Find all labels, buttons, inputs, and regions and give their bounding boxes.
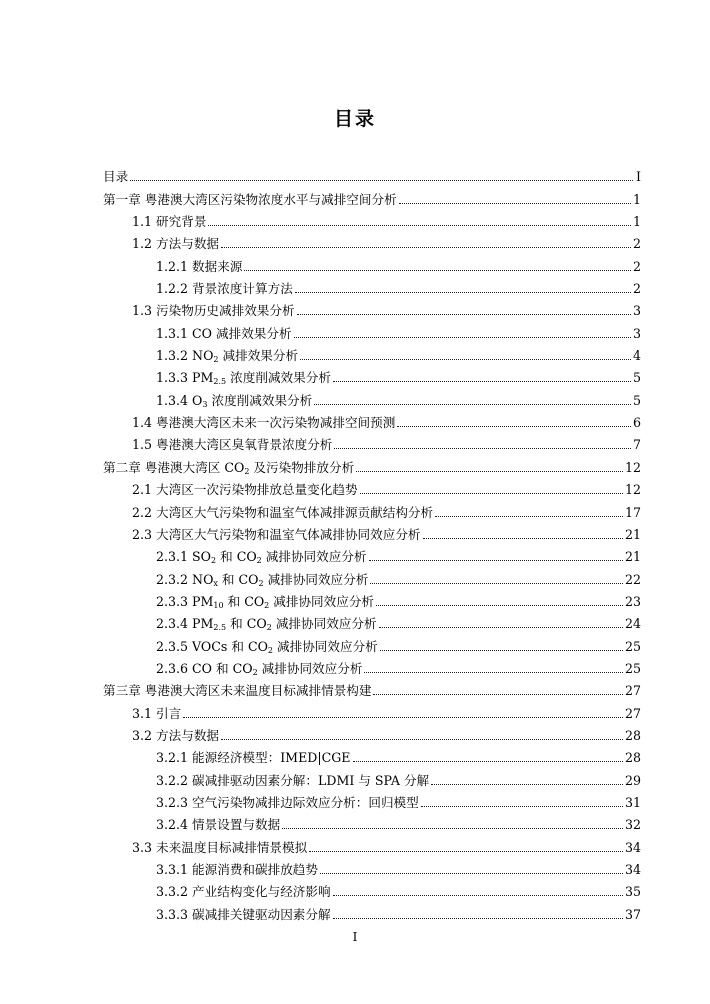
toc-entry-label: 2.3 大湾区大气污染物和温室气体减排协同效应分析 [132, 526, 421, 542]
toc-entry-label: 1.2.2 背景浓度计算方法 [156, 281, 293, 297]
dot-leader [208, 225, 631, 226]
toc-entry-page: 3 [632, 303, 641, 319]
toc-entry[interactable] [103, 521, 641, 543]
toc-entry[interactable] [103, 208, 641, 230]
dot-leader [244, 270, 631, 271]
toc-entry[interactable] [103, 364, 641, 386]
dot-leader [431, 784, 623, 785]
page-number: I [352, 930, 358, 944]
toc-entry-label: 3.2.4 情景设置与数据 [156, 817, 281, 833]
toc-entry-page: 2 [632, 281, 641, 297]
dot-leader [360, 493, 623, 494]
toc-entry-label: 3.2.3 空气污染物减排边际效应分析：回归模型 [156, 794, 419, 810]
toc-entry[interactable] [103, 811, 641, 833]
toc-entry[interactable] [103, 878, 641, 900]
toc-entry-label: 1.2 方法与数据 [132, 236, 220, 252]
toc-entry-page: 21 [624, 549, 641, 565]
table-of-contents [103, 163, 641, 923]
toc-entry-page: 5 [632, 392, 641, 408]
toc-entry-page: 2 [632, 258, 641, 274]
toc-entry-page: 27 [624, 683, 641, 699]
toc-entry[interactable] [103, 453, 641, 475]
toc-entry[interactable] [103, 744, 641, 766]
toc-entry-label: 1.1 研究背景 [132, 214, 207, 230]
toc-entry-page: 32 [624, 817, 641, 833]
dot-leader [421, 806, 623, 807]
toc-entry[interactable] [103, 252, 641, 274]
toc-entry-label: 1.5 粤港澳大湾区臭氧背景浓度分析 [132, 437, 333, 453]
toc-entry-page: 35 [624, 884, 641, 900]
toc-entry-label: 1.3.1 CO 减排效果分析 [156, 325, 292, 341]
toc-entry-label: 1.2.1 数据来源 [156, 258, 243, 274]
toc-entry-label: 2.1 大湾区一次污染物排放总量变化趋势 [132, 482, 358, 498]
dot-leader [333, 895, 623, 896]
dot-leader [282, 828, 623, 829]
toc-entry-label: 2.3.6 CO 和 $CO_2$ 减排协同效应分析 [156, 660, 363, 677]
dot-leader [334, 448, 631, 449]
dot-leader [379, 627, 623, 628]
toc-entry[interactable] [103, 833, 641, 855]
toc-entry-page: 12 [624, 482, 641, 498]
toc-entry-page: 25 [624, 638, 641, 654]
toc-entry-label: 2.2 大湾区大气污染物和温室气体减排源贡献结构分析 [132, 504, 434, 520]
toc-entry-page: 1 [632, 191, 641, 207]
dot-leader [380, 650, 623, 651]
toc-entry-page: 5 [632, 370, 641, 386]
dot-leader [370, 583, 623, 584]
toc-entry-label: 1.3 污染物历史减排效果分析 [132, 303, 295, 319]
toc-entry-label: 3.3.2 产业结构变化与经济影响 [156, 884, 331, 900]
dot-leader [130, 180, 633, 181]
toc-entry[interactable] [103, 297, 641, 319]
page-title: 目录 [333, 108, 376, 130]
toc-entry-page: 7 [632, 437, 641, 453]
toc-entry[interactable] [103, 319, 641, 341]
toc-entry-page: 6 [632, 415, 641, 431]
toc-entry[interactable] [103, 275, 641, 297]
dot-leader [353, 761, 623, 762]
toc-entry-label: 第三章 粤港澳大湾区未来温度目标减排情景构建 [103, 683, 372, 699]
toc-entry-page: 23 [624, 593, 641, 609]
toc-entry[interactable] [103, 856, 641, 878]
toc-entry[interactable] [103, 722, 641, 744]
toc-entry-label: 2.3.4 $PM_{2.5}$ 和 $CO_2$ 减排协同效应分析 [156, 616, 377, 633]
toc-entry-page: 2 [632, 236, 641, 252]
toc-entry-page: 37 [624, 906, 641, 922]
toc-entry[interactable] [103, 655, 641, 677]
dot-leader [221, 247, 631, 248]
toc-entry[interactable] [103, 386, 641, 408]
toc-entry[interactable] [103, 230, 641, 252]
toc-entry-label: 3.2.1 能源经济模型：IMED|CGE [156, 750, 351, 766]
toc-entry-page: 17 [624, 504, 641, 520]
dot-leader [320, 873, 623, 874]
toc-entry-page: 21 [624, 526, 641, 542]
toc-entry[interactable] [103, 565, 641, 587]
toc-entry-label: 2.3.2 $NO_x$ 和 $CO_2$ 减排协同效应分析 [156, 571, 369, 588]
toc-entry[interactable] [103, 409, 641, 431]
toc-entry-page: 34 [624, 862, 641, 877]
toc-entry[interactable] [103, 610, 641, 632]
toc-entry[interactable] [103, 677, 641, 699]
toc-entry[interactable] [103, 543, 641, 565]
toc-entry-label: 1.3.4 $O_3$ 浓度削减效果分析 [156, 392, 313, 409]
toc-entry[interactable] [103, 498, 641, 520]
dot-leader [221, 739, 623, 740]
toc-entry-label: 3.3.1 能源消费和碳排放趋势 [156, 862, 318, 877]
toc-entry-page: 28 [624, 750, 641, 766]
dot-leader [333, 918, 623, 919]
toc-entry[interactable] [103, 900, 641, 922]
dot-leader [423, 538, 623, 539]
toc-entry-label: 目录 [103, 169, 129, 185]
dot-leader [399, 203, 631, 204]
toc-entry-label: 3.3 未来温度目标减排情景模拟 [132, 839, 308, 855]
dot-leader [369, 560, 623, 561]
toc-entry-page: I [636, 169, 641, 185]
toc-entry-label: 2.3.3 $PM_{10}$ 和 $CO_2$ 减排协同效应分析 [156, 593, 375, 610]
dot-leader [294, 337, 631, 338]
toc-entry[interactable] [103, 699, 641, 721]
toc-entry-page: 34 [624, 839, 641, 855]
toc-entry-label: 2.3.1 $SO_2$ 和 $CO_2$ 减排协同效应分析 [156, 549, 367, 566]
dot-leader [435, 516, 623, 517]
toc-entry-page: 1 [632, 214, 641, 230]
toc-entry[interactable] [103, 476, 641, 498]
toc-entry-label: 3.2 方法与数据 [132, 727, 220, 743]
toc-entry[interactable] [103, 185, 641, 207]
dot-leader [356, 471, 623, 472]
toc-entry[interactable] [103, 588, 641, 610]
toc-entry-label: 1.4 粤港澳大湾区未来一次污染物减排空间预测 [132, 415, 396, 431]
toc-entry[interactable] [103, 431, 641, 453]
toc-entry-label: 第二章 粤港澳大湾区 $CO_2$ 及污染物排放分析 [103, 459, 355, 476]
toc-entry-label: 3.2.2 碳减排驱动因素分解：LDMI 与 SPA 分解 [156, 772, 430, 788]
toc-entry-page: 22 [624, 571, 641, 587]
toc-entry-label: 3.3.3 碳减排关键驱动因素分解 [156, 906, 331, 922]
dot-leader [295, 292, 631, 293]
dot-leader [376, 605, 623, 606]
toc-entry-page: 3 [632, 325, 641, 341]
dot-leader [397, 426, 631, 427]
dot-leader [300, 359, 631, 360]
toc-entry[interactable] [103, 632, 641, 654]
toc-entry-page: 12 [624, 459, 641, 475]
toc-entry-page: 27 [624, 705, 641, 721]
toc-entry-label: 3.1 引言 [132, 705, 182, 721]
toc-entry-page: 31 [624, 794, 641, 810]
toc-entry-page: 24 [624, 616, 641, 632]
dot-leader [333, 381, 631, 382]
toc-entry[interactable] [103, 766, 641, 788]
toc-entry[interactable] [103, 342, 641, 364]
toc-entry-label: 1.3.2 $NO_2$ 减排效果分析 [156, 348, 299, 365]
toc-entry-page: 4 [632, 348, 641, 364]
toc-entry-label: 第一章 粤港澳大湾区污染物浓度水平与减排空间分析 [103, 191, 397, 207]
toc-entry-label: 1.3.3 $PM_{2.5}$ 浓度削减效果分析 [156, 370, 331, 387]
toc-entry[interactable] [103, 789, 641, 811]
dot-leader [183, 717, 623, 718]
toc-entry-label: 2.3.5 VOCs 和 $CO_2$ 减排协同效应分析 [156, 638, 378, 655]
dot-leader [314, 404, 631, 405]
toc-entry-page: 25 [624, 660, 641, 676]
dot-leader [297, 314, 631, 315]
toc-entry[interactable] [103, 163, 641, 185]
dot-leader [364, 672, 623, 673]
toc-entry-page: 28 [624, 727, 641, 743]
dot-leader [373, 694, 622, 695]
dot-leader [309, 851, 623, 852]
toc-entry-page: 29 [624, 772, 641, 788]
